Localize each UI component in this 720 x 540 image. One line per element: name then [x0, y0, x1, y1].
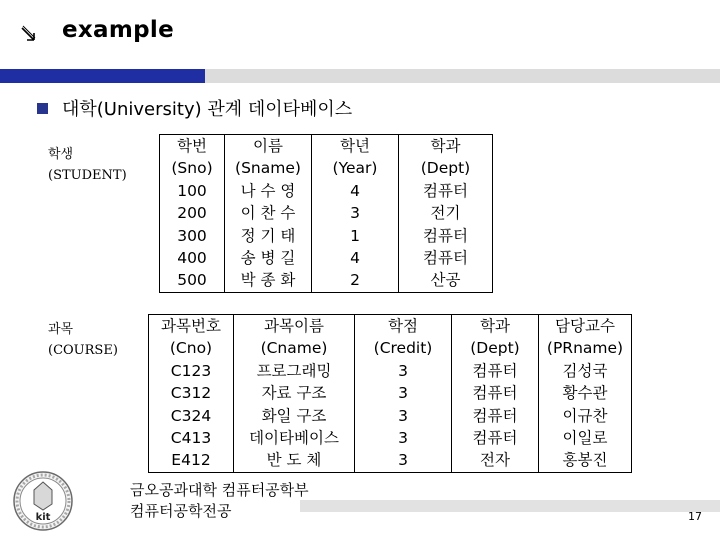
table-cell: 3 — [398, 361, 408, 380]
table-cell: 400 — [177, 249, 207, 268]
course-col-dept — [452, 315, 539, 473]
column-header: 학년 (Year) — [332, 137, 378, 178]
course-table — [148, 314, 632, 473]
university-seal-logo — [12, 470, 74, 532]
table-cell: 김성국 — [562, 361, 608, 380]
table-cell: 박 종 화 — [240, 271, 296, 290]
table-cell: C123 — [170, 361, 212, 380]
column-header: 학번 (Sno) — [171, 137, 213, 178]
student-table-label: 학생 (STUDENT) — [48, 147, 127, 183]
table-cell: 4 — [350, 249, 360, 268]
table-cell: 컴퓨터 — [423, 226, 468, 245]
table-cell: 이 찬 수 — [240, 204, 296, 223]
table-cell: 홍봉진 — [562, 451, 608, 470]
table-cell: 컴퓨터 — [472, 384, 518, 403]
table-cell: 100 — [177, 181, 207, 200]
table-cell: 반 도 체 — [266, 451, 322, 470]
column-header: 과목이름 (Cname) — [260, 317, 328, 358]
table-cell: 3 — [398, 384, 408, 403]
table-cell: 전기 — [430, 204, 461, 223]
table-cell: 4 — [350, 181, 360, 200]
table-cell: 정 기 태 — [240, 226, 296, 245]
page-title: example — [62, 17, 174, 43]
table-cell: 데이타베이스 — [249, 429, 339, 448]
square-bullet-icon — [37, 103, 48, 114]
course-col-cno — [149, 315, 234, 473]
table-cell: C413 — [170, 429, 212, 448]
table-cell: 3 — [350, 204, 360, 223]
table-cell: 황수관 — [562, 384, 608, 403]
student-col-sno — [160, 135, 225, 293]
column-header: 과목번호 (Cno) — [161, 317, 221, 358]
table-cell: 프로그래밍 — [256, 361, 332, 380]
footer-text — [130, 480, 309, 522]
table-cell: 전자 — [480, 451, 510, 470]
header-bar-light — [205, 69, 720, 83]
column-header: 학점 (Credit) — [373, 317, 433, 358]
page-number: 17 — [688, 510, 702, 523]
table-cell: 2 — [350, 271, 360, 290]
student-col-sname — [225, 135, 312, 293]
course-col-credit — [355, 315, 452, 473]
table-cell: E412 — [171, 451, 211, 470]
table-cell: 이규찬 — [562, 406, 608, 425]
table-cell: 자료 구조 — [261, 384, 327, 403]
student-col-dept — [399, 135, 493, 293]
table-cell: 컴퓨터 — [423, 249, 468, 268]
course-col-prname — [539, 315, 632, 473]
table-cell: 1 — [350, 226, 360, 245]
table-cell: 200 — [177, 204, 207, 223]
table-cell: 컴퓨터 — [472, 429, 518, 448]
column-header: 학과 (Dept) — [420, 137, 471, 178]
footer-line1: 금오공과대학 컴퓨터공학부 — [130, 481, 309, 499]
table-cell: 300 — [177, 226, 207, 245]
table-cell: 500 — [177, 271, 207, 290]
table-cell: 컴퓨터 — [423, 181, 468, 200]
table-cell: 3 — [398, 451, 408, 470]
section-title: 대학(University) 관계 데이타베이스 — [62, 99, 353, 120]
header-bar-dark — [0, 69, 205, 83]
arrow-bullet-icon — [20, 24, 38, 42]
table-cell: C324 — [170, 406, 212, 425]
table-cell: 산공 — [430, 271, 461, 290]
table-cell: 송 병 길 — [240, 249, 296, 268]
svg-text:kit: kit — [35, 512, 51, 523]
column-header: 이름 (Sname) — [235, 137, 301, 178]
footer-line — [300, 500, 720, 512]
table-cell: C312 — [170, 384, 212, 403]
table-cell: 이일로 — [562, 429, 608, 448]
student-col-year — [312, 135, 399, 293]
course-table-label: 과목 (COURSE) — [48, 322, 118, 358]
table-cell: 3 — [398, 406, 408, 425]
table-cell: 화일 구조 — [261, 406, 327, 425]
course-col-cname — [234, 315, 355, 473]
student-table — [159, 134, 493, 293]
table-cell: 3 — [398, 429, 408, 448]
table-cell: 컴퓨터 — [472, 361, 518, 380]
table-cell: 나 수 영 — [240, 181, 296, 200]
column-header: 담당교수 (PRname) — [546, 317, 624, 358]
column-header: 학과 (Dept) — [470, 317, 520, 358]
footer-line2: 컴퓨터공학전공 — [130, 502, 232, 520]
table-cell: 컴퓨터 — [472, 406, 518, 425]
